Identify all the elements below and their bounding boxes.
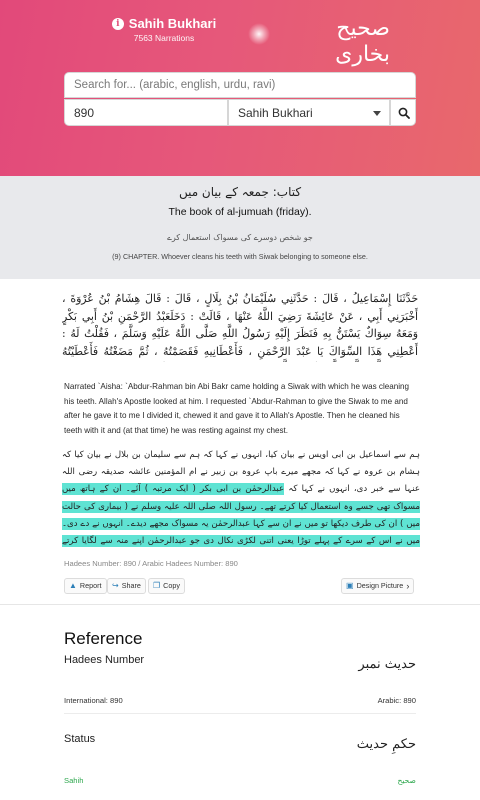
hadees-number-arabic-label: حدیث نمبر bbox=[358, 657, 416, 672]
divider bbox=[64, 713, 416, 714]
search-input[interactable]: Search for... (arabic, english, urdu, ravi) bbox=[64, 72, 416, 98]
international-number: International: 890 bbox=[64, 696, 123, 705]
urdu-book-name: کتاب: جمعہ کے بیان میں bbox=[178, 185, 302, 199]
chevron-down-icon bbox=[373, 111, 381, 116]
urdu-hadith-text bbox=[62, 447, 420, 551]
hadith-number-input[interactable]: 890 bbox=[64, 99, 228, 126]
book-select[interactable] bbox=[228, 99, 390, 126]
status-value-arabic: صحیح bbox=[397, 776, 416, 785]
english-hadith-text: Narrated `Aisha: `Abdur-Rahman bin Abi Bakr came holding a Siwak with which he was cleaning his teeth. Allah's Apostle looked at him. I requested `Abdur-Rahman to give the Siwak to me and after he gave it to me I divided it, chewed it and gave it to Allah's Apostle. Then he cleaned his teeth with it and (at that time) he was resting against my chest. bbox=[64, 382, 410, 435]
hadees-number-line: Hadees Number: 890 / Arabic Hadees Number: 890 bbox=[64, 559, 238, 568]
image-icon: ▣ bbox=[346, 581, 354, 590]
chevron-right-icon: › bbox=[406, 581, 410, 591]
copy-button[interactable] bbox=[148, 578, 185, 594]
arabic-number: Arabic: 890 bbox=[377, 696, 416, 705]
share-button[interactable] bbox=[107, 578, 146, 594]
share-label: Share bbox=[121, 581, 141, 590]
report-button[interactable] bbox=[64, 578, 107, 594]
book-select-value: Sahih Bukhari bbox=[238, 106, 313, 120]
search-icon bbox=[398, 107, 410, 119]
app-brand[interactable] bbox=[104, 16, 224, 43]
arabic-hadith-text: حَدَّثَنَا إِسْمَاعِيلُ ، قَالَ : حَدَّثَنِي سُلَيْمَانُ بْنُ بِلَالٍ ، قَالَ : قَالَ هِشَامُ بْنُ عُرْوَةَ ، أَخْبَرَنِي أَبِي ، عَنْ عَائِشَةَ رَضِيَ اللَّهُ عَنْهَا ، قَالَتْ : دَخَلَعَبْدُ الرَّحْمَنِ بْنُ أَبِي بَكْرٍ وَمَعَهُ سِوَاكٌ يَسْتَنُّ بِهِ فَنَظَرَ إِلَيْهِ رَسُولُ اللَّهِ صَلَّى اللَّهُ عَلَيْهِ وَسَلَّمَ ، فَقُلْتُ لَهُ : أَعْطِنِي هَذَا السِّوَاكَ يَا عَبْدَ الرَّحْمَنِ ، فَأَعْطَانِيهِ فَقَصَمْتُهُ ، ثُمَّ مَضَغْتُهُ فَأَعْطَيْتُهُ bbox=[62, 292, 418, 358]
status-label: Status bbox=[64, 733, 96, 745]
arabic-book-title: صحيح بخاری bbox=[335, 16, 390, 68]
report-label: Report bbox=[79, 581, 102, 590]
book-title: The book of al-jumuah (friday). bbox=[168, 206, 312, 218]
app-name: Sahih Bukhari bbox=[128, 16, 217, 31]
share-icon: ↪ bbox=[112, 581, 119, 590]
divider bbox=[0, 604, 480, 605]
narrations-count: 7563 Narrations bbox=[133, 33, 195, 43]
status-value: Sahih bbox=[64, 776, 84, 785]
search-button[interactable] bbox=[390, 99, 416, 126]
reference-heading: Reference bbox=[64, 629, 143, 648]
info-icon[interactable]: i bbox=[112, 18, 124, 30]
chapter-section bbox=[0, 176, 480, 279]
design-picture-label: Design Picture bbox=[356, 581, 404, 590]
english-chapter-name: (9) CHAPTER. Whoever cleans his teeth with Siwak belonging to someone else. bbox=[112, 252, 368, 261]
copy-label: Copy bbox=[163, 581, 180, 590]
copy-icon: ❐ bbox=[153, 581, 161, 590]
header-banner bbox=[0, 0, 480, 176]
urdu-text-plain: ہم سے اسماعیل بن ابی اویس نے بیان کیا، انہوں نے کہا کہ ہم سے سلیمان بن بلال نے بیان کیا کہ ہشام بن عروہ نے کہا کہ مجھے میرے باپ عروہ بن زبیر نے ام المؤمنین عائشہ صدیقہ رضی اللہ عنہا سے خبر دی، انہوں نے کہا کہ bbox=[62, 450, 420, 495]
design-picture-button[interactable] bbox=[341, 578, 414, 594]
hadees-number-label: Hadees Number bbox=[64, 654, 145, 666]
warning-icon: ▲ bbox=[69, 581, 77, 590]
urdu-text-highlighted: عبدالرحمٰن بن ابی بکر ( ایک مرتبہ ) آئے۔ ان کے ہاتھ میں مسواک تھی جسے وہ استعمال کیا کرتے تھے۔ رسول اللہ صلی اللہ علیہ وسلم نے ( بیماری کی حالت میں ) ان کی طرف دیکھا تو میں نے ان سے کہا عبدالرحمٰن یہ مسواک مجھے دیدے۔ انہوں نے دے دی۔ میں نے اس کے سرے کے پہلے توڑا یعنی اتنی لکڑی نکال دی جو عبدالرحمٰن اپنے منہ سے لگایا کرتے bbox=[62, 483, 420, 551]
sparkle-icon bbox=[248, 23, 270, 45]
status-arabic-label: حکمِ حدیث bbox=[356, 737, 416, 752]
urdu-chapter-name: جو شخص دوسرے کی مسواک استعمال کرے bbox=[167, 233, 313, 242]
